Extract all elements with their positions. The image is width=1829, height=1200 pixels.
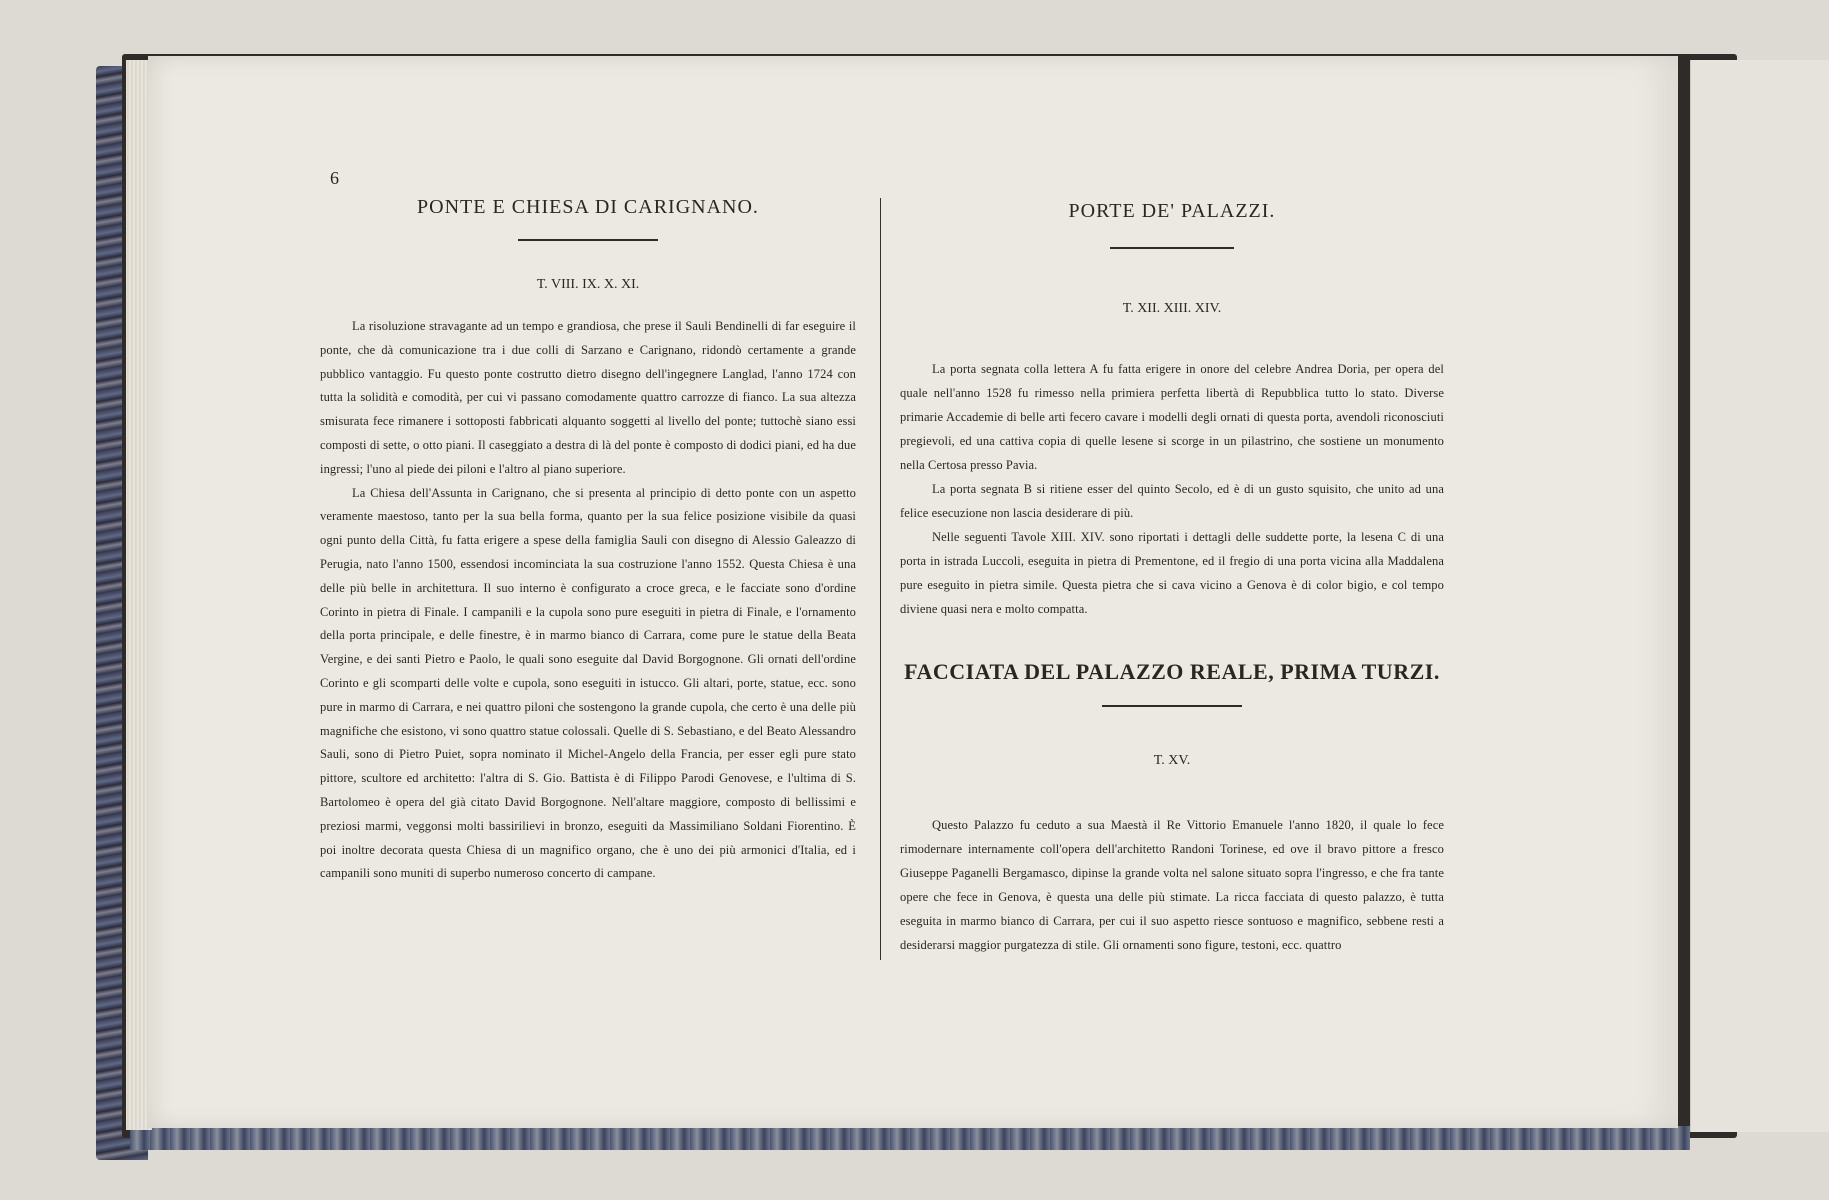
- section-title-carignano: PONTE E CHIESA DI CARIGNANO.: [417, 196, 759, 218]
- section-title-porte: PORTE DE' PALAZZI.: [1068, 200, 1276, 222]
- paragraph-tavole: Nelle seguenti Tavole XIII. XIV. sono riportati i dettagli delle suddette porte, la lesena C di una porta in istrada Luccoli, eseguita in pietra di Prementone, ed il fregio di una porta vicina alla Maddalena pure eseguito in pietra simile. Questa pietra che si cava vicino a Genova è di color bigio, e col tempo diviene quasi nera e molto compatta.: [900, 530, 1444, 616]
- title-rule: [1102, 705, 1242, 707]
- page-number: 6: [330, 168, 339, 188]
- paragraph-ponte: La risoluzione stravagante ad un tempo e grandiosa, che prese il Sauli Bendinelli di far eseguire il ponte, che dà comunicazione tra i due colli di Sarzano e Carignano, ridondò certamente a grande pubblico vantaggio. Fu questo ponte costrutto dietro disegno dell'ingegnere Langlad, l'anno 1724 con tutta la solidità e comodità, per cui vi passano comodamente quattro carrozze di fianco. La sua altezza smisurata fece rimanere i sottoposti fabbricati alquanto soggetti al livello del ponte; tuttochè siano essi composti di sette, o otto piani. Il caseggiato a destra di là del ponte è composto di dodici piani, ed ha due ingressi; l'uno al piede dei piloni e l'altro al piano superiore.: [320, 319, 856, 476]
- paragraph-palazzo: Questo Palazzo fu ceduto a sua Maestà il Re Vittorio Emanuele l'anno 1820, il quale lo fece rimodernare internamente coll'opera dell'architetto Randoni Torinese, ed ove il bravo pittore a fresco Giuseppe Paganelli Bergamasco, dipinse la grande volta nel salone situato sopra l'ingresso, e che fra tante opere che fece in Genova, è questa una delle più stimate. La ricca facciata di questo palazzo, è tutta eseguita in marmo bianco di Carrara, per cui il suo aspetto riesce sontuoso e magnifico, sebbene resti a desiderarsi maggior purgatezza di stile. Gli ornamenti sono figure, testoni, ecc. quattro: [900, 818, 1444, 952]
- plate-reference: T. XII. XIII. XIV.: [1122, 301, 1222, 316]
- column-divider: [880, 198, 881, 960]
- plate-reference: T. XV.: [1153, 753, 1191, 768]
- marbled-board-edge: [130, 1126, 1690, 1150]
- title-rule: [518, 239, 658, 241]
- paragraph-porta-a: La porta segnata colla lettera A fu fatta erigere in onore del celebre Andrea Doria, per opera del quale nell'anno 1528 fu rimesso nella primiera perfetta libertà di Repubblica tutto lo stato. Diverse primarie Accademie di belle arti fecero cavare i modelli degli ornati di questa porta, avendoli riconosciuti pregievoli, ed una cattiva copia di quelle lesene si scorge in un pilastrino, che sostiene un monumento nella Certosa presso Pavia.: [900, 362, 1444, 472]
- right-column: [900, 200, 1444, 957]
- paragraph-chiesa: La Chiesa dell'Assunta in Carignano, che si presenta al principio di detto ponte con un aspetto veramente maestoso, tanto per la sua bella forma, quanto per la sua felice posizione visibile da quasi ogni punto della Città, fu fatta erigere a spese della famiglia Sauli con disegno di Alessio Galeazzo di Perugia, nato l'anno 1500, essendosi incominciata la sua costruzione l'anno 1552. Questa Chiesa è una delle più belle in architettura. Il suo interno è configurato a croce greca, e le facciate sono d'ordine Corinto in pietra di Finale. I campanili e la cupola sono pure eseguiti in pietra di Finale, e l'ornamento della porta principale, e delle finestre, è in marmo bianco di Carrara, come pure le statue della Beata Vergine, e dei santi Pietro e Paolo, le quali sono eseguite dal David Borgognone. Gli ornati dell'ordine Corinto e gli scomparti delle volte e cupola, sono eseguiti in istucco. Gli altari, porte, statue, ecc. sono pure in marmo di Carrara, e nei quattro piloni che sostengono la grande cupola, che certo è una delle più magnifiche che esistono, vi sono quattro statue colossali. Quelle di S. Sebastiano, e del Beato Alessandro Sauli, sono di Pietro Puiet, sopra nominato il Michel-Angelo della Francia, per esser egli pure stato pittore, scultore ed architetto: l'altra di S. Gio. Battista è di Filippo Parodi Genovese, e l'ultima di S. Bartolomeo è opera del già citato David Borgognone. Nell'altare maggiore, composto di bellissimi e preziosi marmi, veggonsi molti bassirilievi in bronzo, eseguiti da Massimiliano Soldani Fiorentino. È poi inoltre decorata questa Chiesa di un magnifico organo, che è uno dei più armonici d'Italia, ed i campanili sono muniti di superbo numeroso concerto di campane.: [320, 485, 856, 881]
- plate-reference: T. VIII. IX. X. XI.: [536, 277, 640, 292]
- section-gap: [900, 621, 1444, 659]
- paragraph-porta-b: La porta segnata B si ritiene esser del quinto Secolo, ed è di un gusto squisito, che unito ad una felice esecuzione non lascia desiderare di più.: [900, 482, 1444, 520]
- left-column: [320, 196, 856, 886]
- title-rule: [1110, 247, 1234, 249]
- section-title-palazzo-reale: FACCIATA DEL PALAZZO REALE, PRIMA TURZI.: [904, 659, 1440, 684]
- next-page-edge: [1690, 60, 1829, 1132]
